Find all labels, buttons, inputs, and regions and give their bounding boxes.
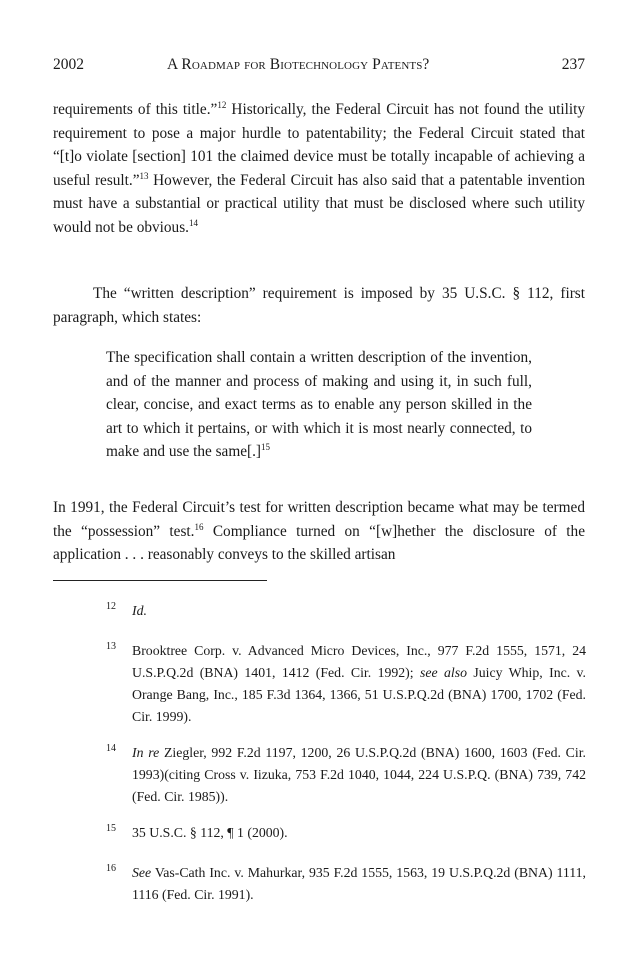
footnote-citation: Id. bbox=[132, 603, 147, 618]
footnote-12 bbox=[106, 600, 586, 622]
footnote-signal: See bbox=[132, 865, 152, 880]
footnote-number: 14 bbox=[106, 743, 116, 754]
paragraph-written-description: The “written description” requirement is imposed by 35 U.S.C. § 112, first paragraph, which states: bbox=[53, 285, 585, 326]
footnote-signal: In re bbox=[132, 745, 160, 760]
footnote-ref[interactable]: 16 bbox=[194, 521, 204, 532]
block-quote bbox=[106, 346, 532, 464]
footnote-15 bbox=[106, 822, 586, 844]
footnote-ref[interactable]: 13 bbox=[139, 170, 149, 181]
paragraph-text: Historically, the Federal Circuit has not found the utility requirement to pose a major hurdle to patentability; the Federal Circuit stated that “[t]o violate [section] 101 the claimed device must be totally incapable of achieving a useful result.” bbox=[53, 101, 585, 189]
footnote-14 bbox=[106, 742, 586, 808]
paragraph-text: However, the Federal Circuit has also said that a patentable invention must have a substantial or practical utility that must be disclosed where such utility would not be obvious. bbox=[53, 171, 585, 236]
footnote-13 bbox=[106, 640, 586, 728]
paragraph-utility bbox=[53, 98, 585, 239]
paragraph-text: In 1991, the Federal Circuit’s test for written description became what may be termed the “possession” test. bbox=[53, 499, 585, 540]
footnote-ref[interactable]: 14 bbox=[188, 217, 198, 228]
footnote-text: 35 U.S.C. § 112, ¶ 1 (2000). bbox=[132, 825, 288, 840]
footnote-signal: see also bbox=[420, 665, 467, 680]
footnote-text: Brooktree Corp. v. Advanced Micro Devices, Inc., 977 F.2d 1555, 1571, 24 U.S.P.Q.2d (BNA) 1401, 1412 (Fed. Cir. 1992); bbox=[132, 643, 586, 680]
paragraph-text: Compliance turned on “[w]hether the disclosure of the application . . . reasonably conveys to the skilled artisan bbox=[53, 522, 585, 563]
page-number: 237 bbox=[561, 56, 585, 73]
footnote-text: Juicy Whip, Inc. v. Orange Bang, Inc., 185 F.3d 1364, 1366, 51 U.S.P.Q.2d (BNA) 1700, 1702 (Fed. Cir. 1999). bbox=[132, 665, 586, 724]
running-header bbox=[53, 55, 585, 75]
footnote-number: 13 bbox=[106, 641, 116, 652]
paragraph-text: requirements of this title.” bbox=[53, 101, 218, 118]
footnote-16 bbox=[106, 862, 586, 906]
footnote-number: 15 bbox=[106, 823, 116, 834]
footnote-number: 16 bbox=[106, 863, 116, 874]
footnote-text: Ziegler, 992 F.2d 1197, 1200, 26 U.S.P.Q.2d (BNA) 1600, 1603 (Fed. Cir. 1993)(citing Cross v. Iizuka, 753 F.2d 1040, 1044, 224 U.S.P.Q. (BNA) 739, 742 (Fed. Cir. 1985)). bbox=[132, 745, 586, 804]
footnote-ref[interactable]: 12 bbox=[217, 99, 227, 110]
footnote-divider bbox=[53, 580, 267, 581]
header-year: 2002 bbox=[53, 56, 84, 73]
footnote-text: Vas-Cath Inc. v. Mahurkar, 935 F.2d 1555, 1563, 19 U.S.P.Q.2d (BNA) 1111, 1116 (Fed. Cir. 1991). bbox=[132, 865, 586, 902]
quote-text: The specification shall contain a written description of the invention, and of the manner and process of making and using it, in such full, clear, concise, and exact terms as to enable any person skilled in the art to which it pertains, or with which it is most nearly connected, to make and use the same[.] bbox=[106, 349, 532, 460]
footnote-ref[interactable]: 15 bbox=[261, 441, 271, 452]
paragraph-possession-test bbox=[53, 496, 585, 567]
footnote-number: 12 bbox=[106, 601, 116, 612]
header-title: A Roadmap for Biotechnology Patents? bbox=[167, 56, 430, 73]
